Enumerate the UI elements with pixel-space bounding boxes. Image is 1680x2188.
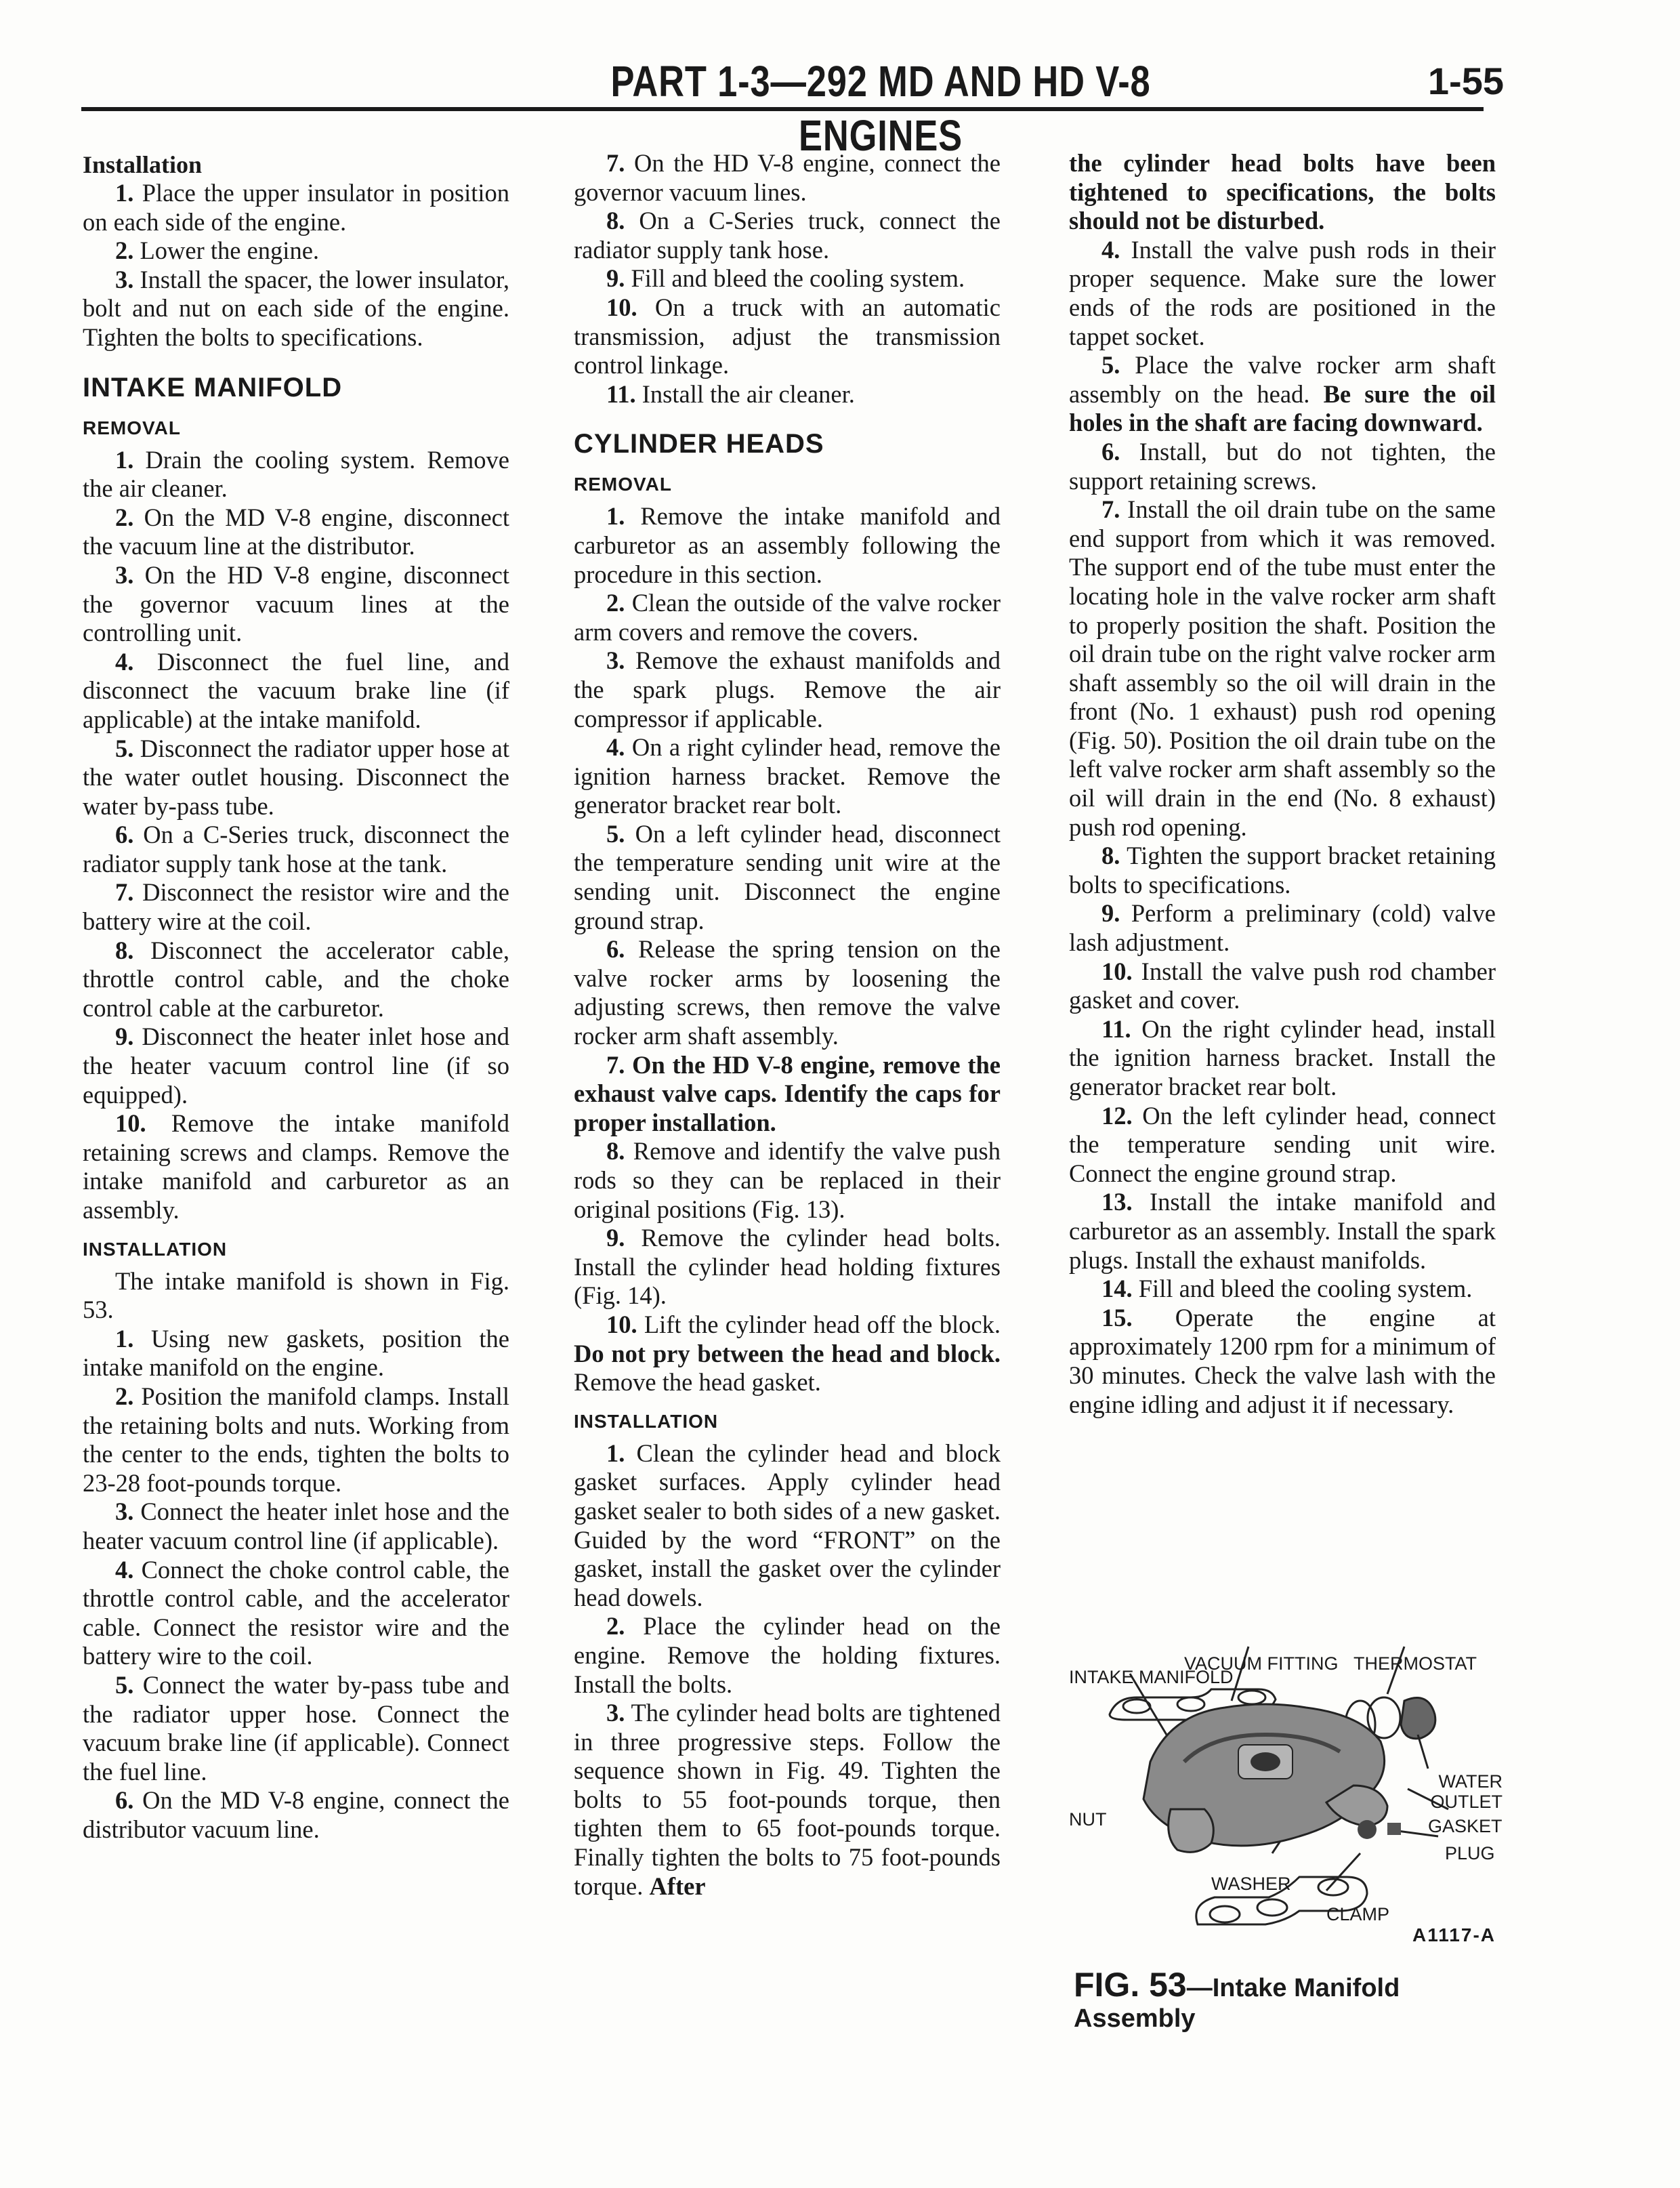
heads-installation-step-3: 3. The cylinder head bolts are tightened in three progressive steps. Follow the sequence shown in Fig. 49. Tighten the bolts to 55 foot-pounds torque, then tighten them to 65 foot-pounds torque. Finally tighten the bolts to 75 foot-pounds torque. After: [574, 1699, 1001, 1900]
step-c3-b-7: 13. Install the intake manifold and carburetor as an assembly. Install the spark plugs. Install the exhaust manifolds.: [1069, 1188, 1496, 1274]
intake-manifold-heading: INTAKE MANIFOLD: [83, 372, 343, 402]
label-water-outlet: WATER OUTLET: [1430, 1771, 1503, 1812]
step-c3-b-8: 14. Fill and bleed the cooling system.: [1101, 1275, 1473, 1303]
step-c1-removal-4: 5. Disconnect the radiator upper hose at the water outlet housing. Disconnect the water by-pass tube.: [83, 734, 510, 820]
continued-warning: the cylinder head bolts have been tightened to specifications, the bolts should not be disturbed.: [1069, 149, 1496, 235]
step-c3-b-9: 15. Operate the engine at approximately 1200 rpm for a minimum of 30 minutes. Check the valve lash with the engine idling and adjust it if necessary.: [1069, 1303, 1496, 1418]
column-1: [83, 149, 509, 1844]
heads-removal-steps: [574, 502, 1001, 1050]
caption-text: —Intake Manifold Assembly: [1074, 1974, 1400, 2033]
step-c1-removal-8: 9. Disconnect the heater inlet hose and the heater vacuum control line (if so equipped).: [83, 1023, 510, 1109]
step-c2-install-0: 1. Clean the cylinder head and block gasket surfaces. Apply cylinder head gasket sealer to both sides of a new gasket. Guided by the word “FRONT” on the gasket, install the gasket over the cylinder head dowels.: [574, 1439, 1001, 1611]
step-c3-b-3: 9. Perform a preliminary (cold) valve lash adjustment.: [1069, 899, 1496, 957]
heads-installation-steps-d: [1069, 438, 1496, 1419]
figure-caption: [1074, 1965, 1507, 2034]
step-c2-removal-a-1: 2. Clean the outside of the valve rocker arm covers and remove the covers.: [574, 589, 1001, 646]
figure-id: A1117-A: [1412, 1924, 1496, 1945]
caption-fig-number: FIG. 53: [1074, 1966, 1187, 2004]
step-c1-removal-1: 2. On the MD V-8 engine, disconnect the vacuum line at the distributor.: [83, 503, 510, 560]
heads-installation-step-5: 5. Place the valve rocker arm shaft assembly on the head. Be sure the oil holes in the shaft are facing downward.: [1069, 351, 1496, 437]
step-c1-install-2: 3. Install the spacer, the lower insulator, bolt and nut on each side of the engine. Tighten the bolts to specifications.: [83, 265, 509, 351]
step-c3-b-2: 8. Tighten the support bracket retaining bolts to specifications.: [1069, 842, 1496, 899]
step-c1-removal-3: 4. Disconnect the fuel line, and disconnect the vacuum brake line (if applicable) at the intake manifold.: [83, 647, 510, 733]
heads-installation-heading: INSTALLATION: [574, 1410, 719, 1432]
step-c1-removal-6: 7. Disconnect the resistor wire and the battery wire at the coil.: [83, 878, 510, 936]
installation-subheading: INSTALLATION: [83, 1238, 228, 1260]
column-3: [1069, 149, 1496, 1419]
step-c3-b-6: 12. On the left cylinder head, connect the temperature sending unit wire. Connect the engine ground strap.: [1069, 1101, 1496, 1187]
step-c2-cont-4: 11. Install the air cleaner.: [606, 379, 855, 408]
label-vacuum-fitting: VACUUM FITTING: [1184, 1653, 1339, 1674]
step-c3-b-0: 6. Install, but do not tighten, the support retaining screws.: [1069, 437, 1496, 495]
heads-removal-steps-b: [574, 1137, 1001, 1310]
page-header: [81, 54, 1504, 160]
step-c3-b-1: 7. Install the oil drain tube on the same end support from which it was removed. The support end of the tube must enter the locating hole in the valve rocker arm shaft to properly position the shaft. Position the oil drain tube on the right valve rocker arm shaft assembly so the oil will drain in the front (No. 1 exhaust) push rod opening (Fig. 50). Position the oil drain tube on the left valve rocker arm shaft assembly so the oil will drain in the end (No. 8 exhaust) push rod opening.: [1069, 495, 1496, 841]
page-number: 1-55: [1427, 60, 1504, 102]
heads-installation-steps-c: [1069, 236, 1496, 351]
step-c1-installation-1: 2. Position the manifold clamps. Install the retaining bolts and nuts. Working from the center to the ends, tighten the bolts to 23-28 foot-pounds torque.: [83, 1382, 509, 1497]
step-c2-removal-b-0: 8. Remove and identify the valve push rods so they can be replaced in their original positions (Fig. 13).: [574, 1137, 1001, 1223]
step-c2-removal-a-5: 6. Release the spring tension on the valve rocker arms by loosening the adjusting screws, then remove the valve rocker arm shaft assembly.: [574, 935, 1001, 1050]
step-c2-cont-1: 8. On a C-Series truck, connect the radiator supply tank hose.: [574, 207, 1001, 264]
step-c1-removal-0: 1. Drain the cooling system. Remove the air cleaner.: [83, 445, 509, 503]
step-c3-b-4: 10. Install the valve push rod chamber gasket and cover.: [1069, 957, 1496, 1014]
label-clamp: CLAMP: [1326, 1904, 1390, 1924]
header-rule: [81, 107, 1484, 111]
step-c2-removal-a-2: 3. Remove the exhaust manifolds and the spark plugs. Remove the air compressor if applicable.: [574, 646, 1001, 732]
step-c2-removal-a-3: 4. On a right cylinder head, remove the ignition harness bracket. Remove the generator bracket rear bolt.: [574, 733, 1001, 819]
heads-removal-heading: REMOVAL: [574, 474, 672, 495]
step-c1-installation-3: 4. Connect the choke control cable, the throttle control cable, and the accelerator cable. Connect the resistor wire and the battery wire to the coil.: [83, 1555, 510, 1670]
heads-removal-step-10: 10. Lift the cylinder head off the block. Do not pry between the head and block. Remove the head gasket.: [574, 1310, 1001, 1397]
step-c2-cont-0: 7. On the HD V-8 engine, connect the governor vacuum lines.: [574, 149, 1001, 206]
heads-installation-steps: [574, 1439, 1001, 1699]
step-c1-removal-9: 10. Remove the intake manifold retaining screws and clamps. Remove the intake manifold and carburetor as an assembly.: [83, 1109, 509, 1224]
removal-steps: [83, 446, 509, 1225]
continued-steps: [574, 149, 1001, 409]
heads-removal-step-7: 7. On the HD V-8 engine, remove the exhaust valve caps. Identify the caps for proper installation.: [574, 1050, 1001, 1136]
step-c1-removal-2: 3. On the HD V-8 engine, disconnect the governor vacuum lines at the controlling unit.: [83, 560, 509, 647]
step-c1-install-1: 2. Lower the engine.: [115, 236, 320, 265]
step-c2-install-1: 2. Place the cylinder head on the engine. Remove the holding fixtures. Install the bolts.: [574, 1612, 1001, 1698]
step-c1-installation-2: 3. Connect the heater inlet hose and the heater vacuum control line (if applicable).: [83, 1498, 509, 1554]
step-c1-install-0: 1. Place the upper insulator in position on each side of the engine.: [83, 179, 509, 236]
step-c2-cont-2: 9. Fill and bleed the cooling system.: [606, 264, 965, 293]
manifold-installation-steps: [83, 1325, 509, 1844]
label-intake-manifold: INTAKE MANIFOLD: [1069, 1667, 1234, 1687]
cylinder-heads-heading: CYLINDER HEADS: [574, 429, 824, 459]
installation-steps: [83, 179, 509, 352]
step-c2-cont-3: 10. On a truck with an automatic transmission, adjust the transmission control linkage.: [574, 293, 1001, 379]
installation-heading: Installation: [83, 151, 203, 178]
page-title: PART 1-3—292 MD AND HD V-8 ENGINES: [610, 57, 1151, 160]
removal-heading: REMOVAL: [83, 417, 181, 438]
label-washer: WASHER: [1211, 1874, 1291, 1894]
step-c1-removal-7: 8. Disconnect the accelerator cable, throttle control cable, and the choke control cable at the carburetor.: [83, 936, 509, 1022]
figure-53: [1069, 1606, 1503, 1985]
column-2: [574, 149, 1001, 1901]
label-nut: NUT: [1069, 1809, 1107, 1830]
step-c3-b-5: 11. On the right cylinder head, install the ignition harness bracket. Install the generator bracket rear bolt.: [1069, 1014, 1496, 1100]
label-thermostat: THERMOSTAT: [1353, 1653, 1477, 1674]
step-c2-removal-b-1: 9. Remove the cylinder head bolts. Install the cylinder head holding fixtures (Fig. 14).: [574, 1224, 1001, 1310]
label-plug: PLUG: [1445, 1843, 1495, 1863]
installation-intro: The intake manifold is shown in Fig. 53.: [83, 1266, 509, 1324]
step-c1-removal-5: 6. On a C-Series truck, disconnect the radiator supply tank hose at the tank.: [83, 821, 510, 878]
step-c1-installation-4: 5. Connect the water by-pass tube and the radiator upper hose. Connect the vacuum brake line (if applicable). Connect the fuel line.: [83, 1670, 510, 1786]
label-gasket: GASKET: [1428, 1816, 1503, 1836]
step-c2-removal-a-0: 1. Remove the intake manifold and carburetor as an assembly following the procedure in this section.: [574, 502, 1001, 588]
step-c2-removal-a-4: 5. On a left cylinder head, disconnect the temperature sending unit wire at the sending unit. Disconnect the engine ground strap.: [574, 819, 1001, 934]
step-c1-installation-0: 1. Using new gaskets, position the intake manifold on the engine.: [83, 1324, 509, 1382]
step-c1-installation-5: 6. On the MD V-8 engine, connect the distributor vacuum line.: [83, 1786, 509, 1843]
step-c3-a-0: 4. Install the valve push rods in their proper sequence. Make sure the lower ends of the rods are positioned in the tappet socket.: [1069, 235, 1496, 350]
